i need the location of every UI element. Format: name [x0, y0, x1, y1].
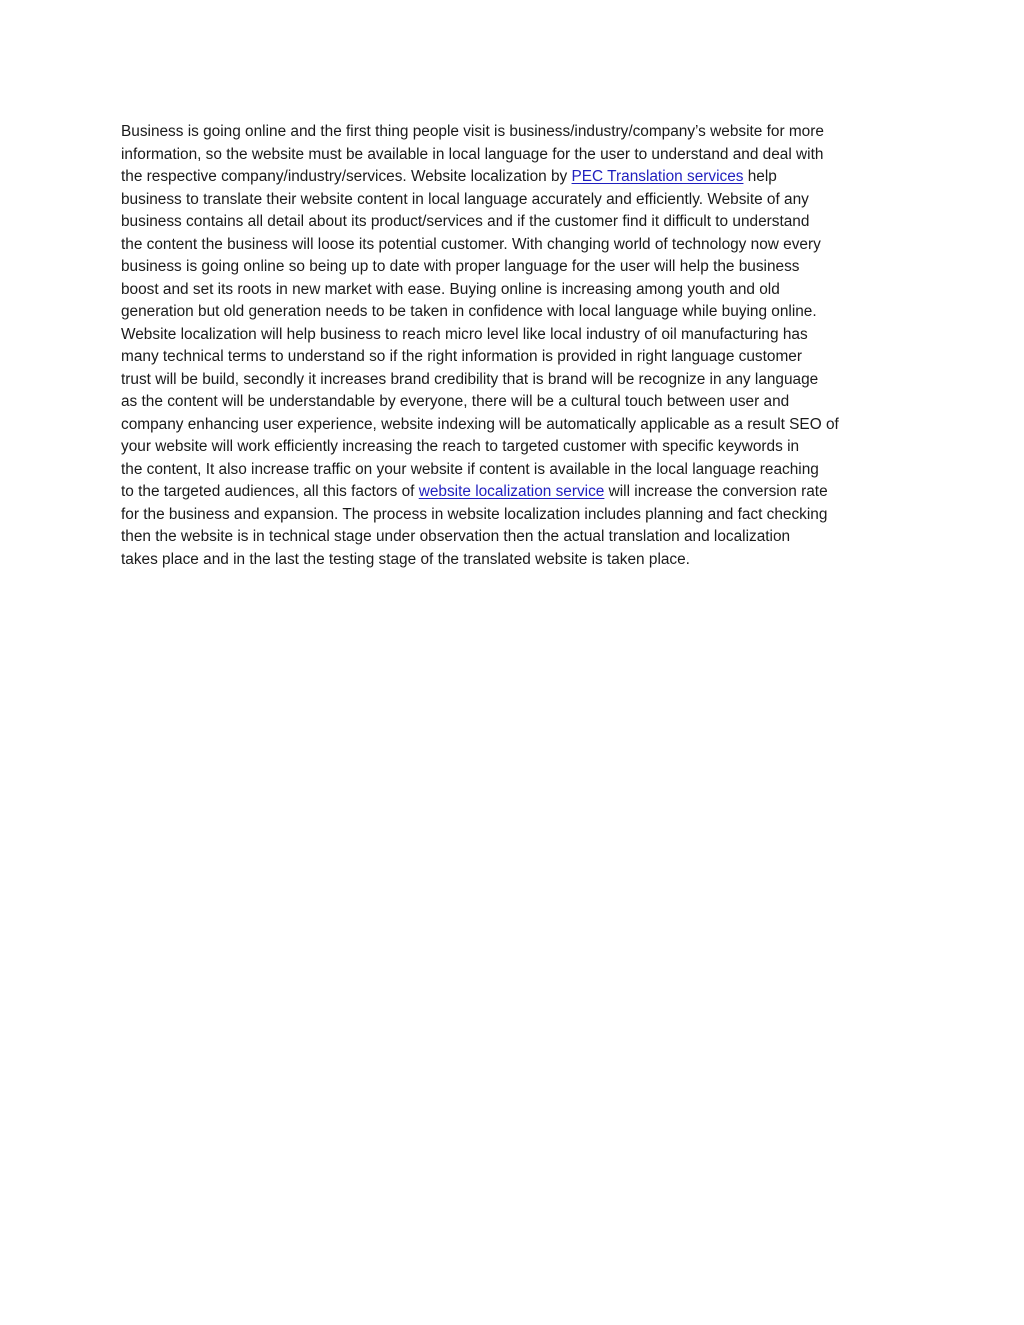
- paragraph-line: Website localization will help business to reach micro level like local industry of oil manufacturing has: [121, 325, 808, 343]
- paragraph-line: many technical terms to understand so if the right information is provided in right language customer: [121, 348, 802, 365]
- paragraph-line: information, so the website must be available in local language for the user to understand and deal with: [121, 145, 824, 163]
- paragraph-line-with-link: [121, 481, 911, 504]
- line-text-before-link: to the targeted audiences, all this factors of: [121, 483, 419, 500]
- paragraph-line: as the content will be understandable by everyone, there will be a cultural touch between user and: [121, 393, 790, 410]
- body-paragraph: [121, 121, 911, 571]
- paragraph-line: trust will be build, secondly it increases brand credibility that is brand will be recognize in any language: [121, 370, 819, 388]
- line-text-before-link: the respective company/industry/services. Website localization by: [121, 168, 572, 185]
- website-localization-service-link[interactable]: website localization service: [418, 483, 605, 500]
- paragraph-line: the content the business will loose its potential customer. With changing world of technology now every: [121, 235, 821, 253]
- line-text-after-link: help: [743, 168, 777, 185]
- paragraph-line: Business is going online and the first thing people visit is business/industry/company’s website for more: [121, 123, 824, 140]
- paragraph-line: for the business and expansion. The process in website localization includes planning and fact checking: [121, 505, 828, 523]
- paragraph-line-with-link: [121, 166, 911, 189]
- paragraph-line: takes place and in the last the testing stage of the translated website is taken place.: [121, 550, 690, 568]
- paragraph-line: the content, It also increase traffic on your website if content is available in the local language reaching: [121, 460, 819, 478]
- paragraph-line: business to translate their website content in local language accurately and efficiently. Website of any: [121, 190, 809, 208]
- paragraph-line: business contains all detail about its product/services and if the customer find it difficult to understand: [121, 213, 810, 230]
- paragraph-line: boost and set its roots in new market with ease. Buying online is increasing among youth and old: [121, 280, 780, 298]
- paragraph-line: business is going online so being up to date with proper language for the user will help the business: [121, 258, 800, 275]
- pec-translation-services-link[interactable]: PEC Translation services: [571, 168, 744, 185]
- paragraph-line: company enhancing user experience, website indexing will be automatically applicable as a result SEO of: [121, 415, 839, 433]
- paragraph-line: generation but old generation needs to be taken in confidence with local language while buying online.: [121, 303, 817, 320]
- paragraph-line: then the website is in technical stage under observation then the actual translation and localization: [121, 528, 791, 545]
- paragraph-line: your website will work efficiently increasing the reach to targeted customer with specific keywords in: [121, 438, 800, 455]
- line-text-after-link: will increase the conversion rate: [604, 483, 828, 500]
